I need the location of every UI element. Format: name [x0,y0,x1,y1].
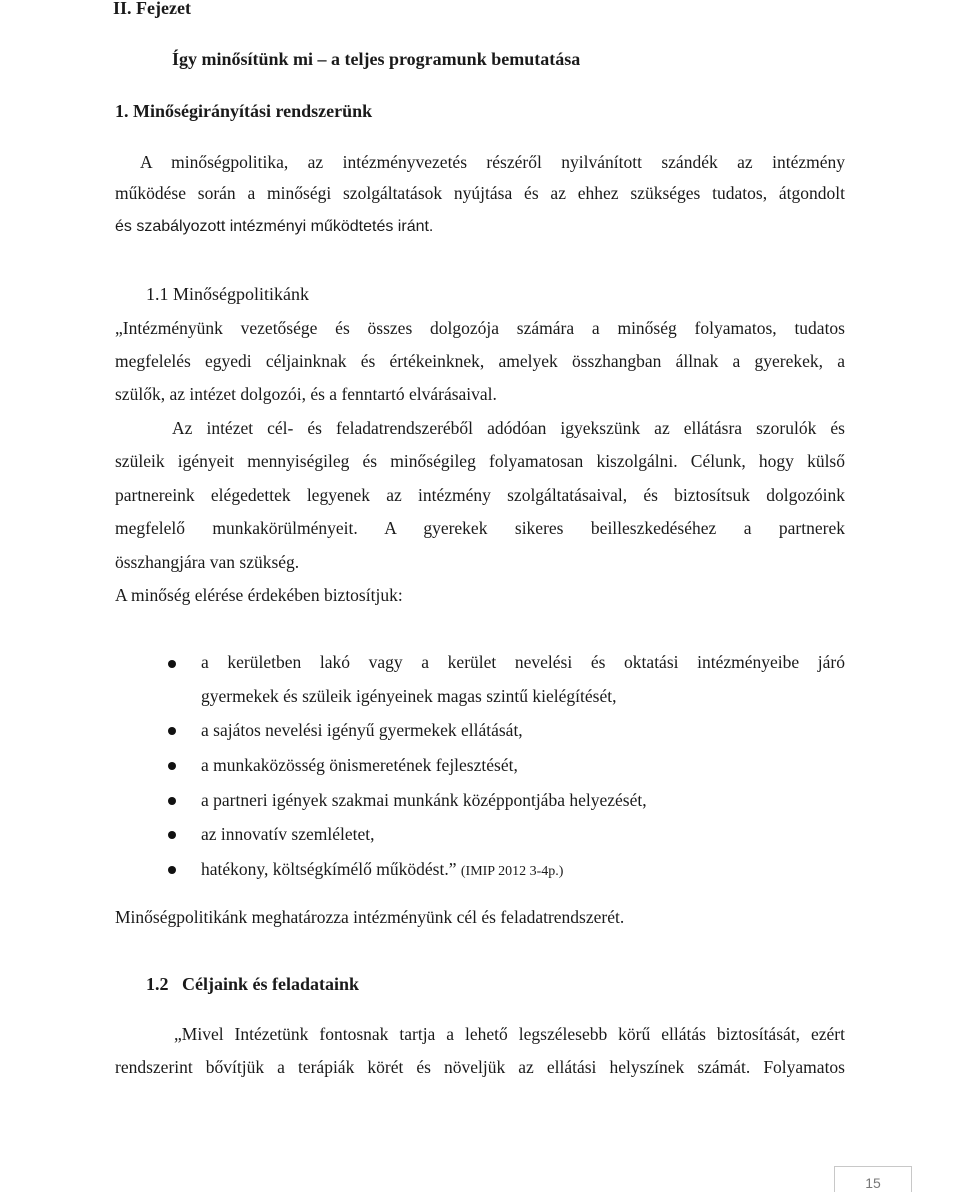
document-subtitle: Így minősítünk mi – a teljes programunk bemutatása [172,49,581,69]
text-line: működése során a minőségi szolgáltatások nyújtása és az ehhez szükséges tudatos, átgondolt [115,183,845,203]
text-line: megfelelés egyedi céljainknak és értékeinknek, amelyek összhangban állnak a gyerekek, a [115,351,845,371]
list-item: a partneri igények szakmai munkánk középpontjába helyezését, [201,790,647,810]
list-item: a kerületben lakó vagy a kerület nevelési és oktatási intézményeibe járó [201,652,845,672]
bullet-icon [168,866,176,874]
text-line: Az intézet cél- és feladatrendszeréből adódóan igyekszünk az ellátásra szorulók és [172,418,845,438]
text-line: megfelelő munkakörülményeit. A gyerekek sikeres beilleszkedéséhez a partnerek [115,518,845,538]
list-item-text: hatékony, költségkímélő működést.” [201,859,457,879]
bullet-icon [168,831,176,839]
page-number: 15 [834,1166,912,1192]
text-line: rendszerint bővítjük a terápiák körét és növeljük az ellátási helyszínek számát. Folyamatos [115,1057,845,1077]
list-item: a sajátos nevelési igényű gyermekek ellátását, [201,720,523,740]
list-lead: A minőség elérése érdekében biztosítjuk: [115,585,403,605]
bullet-icon [168,797,176,805]
text-line: szülők, az intézet dolgozói, és a fenntartó elvárásaival. [115,384,497,404]
bullet-icon [168,727,176,735]
text-line: „Mivel Intézetünk fontosnak tartja a lehető legszélesebb körű ellátás biztosítását, ezért [174,1024,845,1044]
text-line: „Intézményünk vezetősége és összes dolgozója számára a minőség folyamatos, tudatos [115,318,845,338]
section-1-2-title: 1.2 Céljaink és feladataink [146,974,360,994]
text-line: A minőségpolitika, az intézményvezetés részéről nyilvánított szándék az intézmény [140,152,845,172]
bullet-icon [168,660,176,668]
section-1-title: 1. Minőségirányítási rendszerünk [115,101,373,121]
text-line: összhangjára van szükség. [115,552,300,572]
section-1-1-title: 1.1 Minőségpolitikánk [146,284,309,304]
list-item-continuation: gyermekek és szüleik igényeinek magas szintű kielégítését, [201,686,617,706]
citation: (IMIP 2012 3-4p.) [460,864,564,879]
text-line: partnereink elégedettek legyenek az intézmény szolgáltatásaival, és biztosítsuk dolgozóink [115,485,845,505]
list-item: az innovatív szemléletet, [201,824,375,844]
bullet-icon [168,762,176,770]
closing-sentence: Minőségpolitikánk meghatározza intézményünk cél és feladatrendszerét. [115,907,625,927]
chapter-heading: II. Fejezet [113,0,191,18]
text-line: szüleik igényeit mennyiségileg és minőségileg folyamatosan kiszolgálni. Célunk, hogy külső [115,451,845,471]
text-line: és szabályozott intézményi működtetés iránt. [115,218,434,235]
list-item: a munkaközösség önismeretének fejlesztését, [201,755,518,775]
list-item [201,859,563,880]
